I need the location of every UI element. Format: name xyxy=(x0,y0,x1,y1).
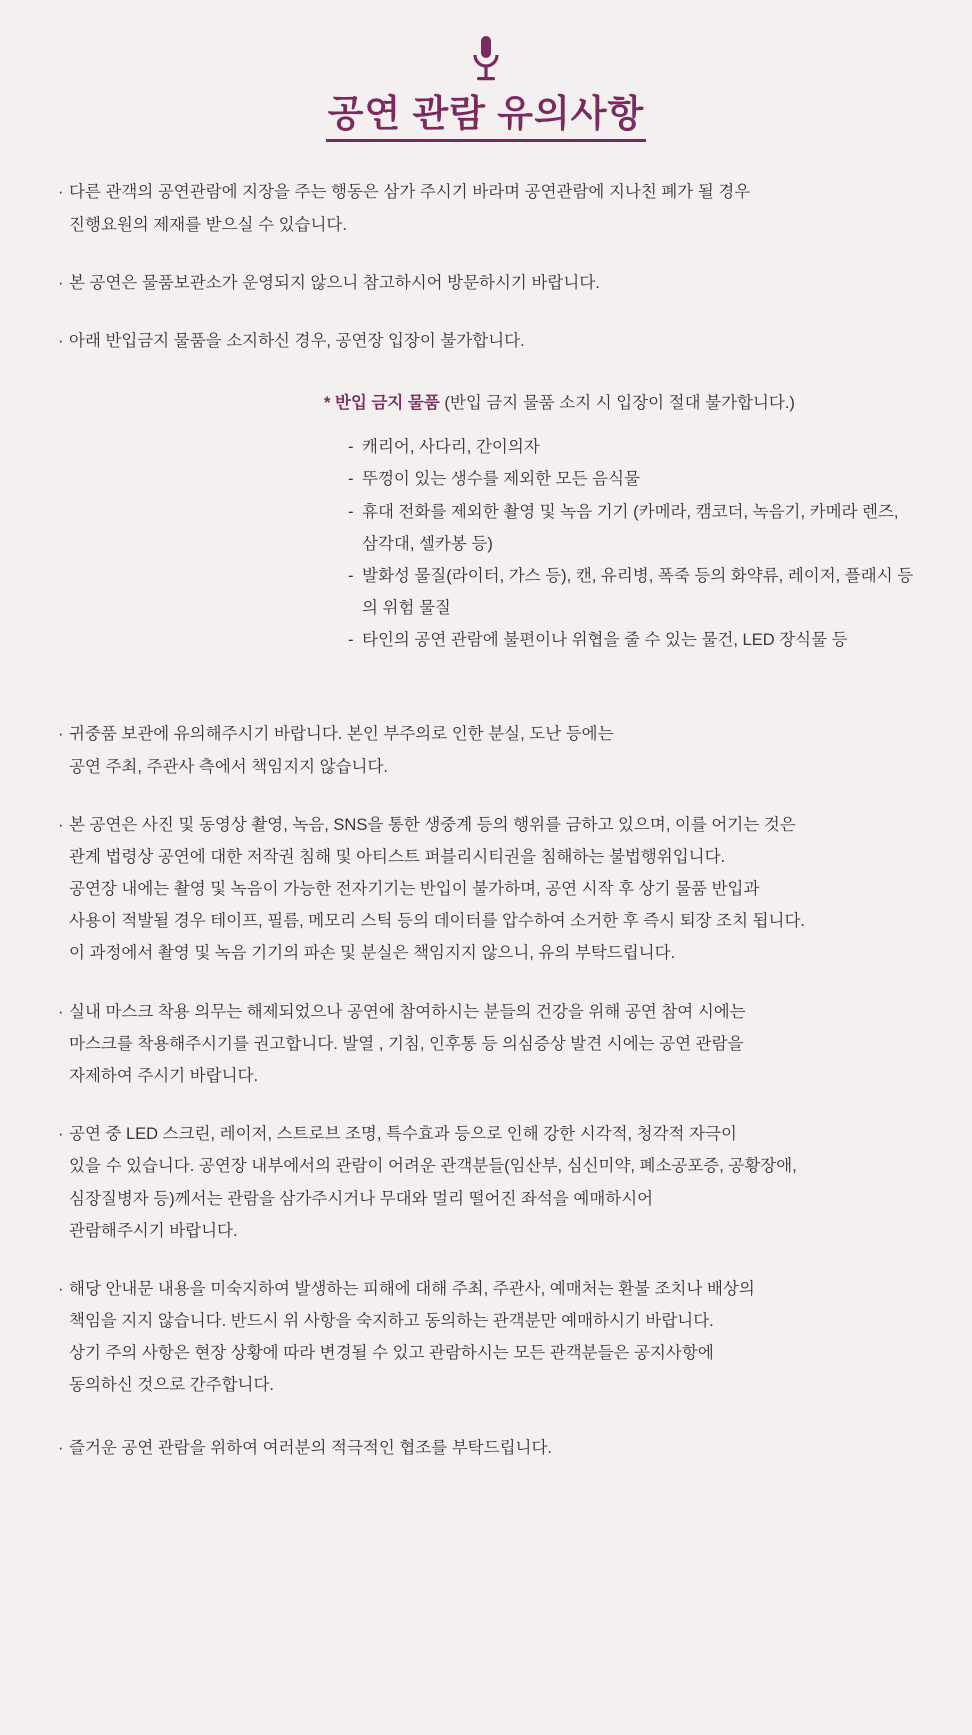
page-title: 공연 관람 유의사항 xyxy=(327,93,645,134)
notice-line: 심장질병자 등)께서는 관람을 삼가주시거나 무대와 멀리 떨어진 좌석을 예매하시어 xyxy=(69,1189,654,1208)
page-title-wrap xyxy=(324,92,649,142)
notice-line: 사용이 적발될 경우 테이프, 필름, 메모리 스틱 등의 데이터를 압수하여 소거한 후 즉시 퇴장 조치 됩니다. xyxy=(69,912,806,931)
notice-item xyxy=(56,1432,916,1464)
prohibited-title xyxy=(324,387,916,419)
prohibited-title-note: (반입 금지 물품 소지 시 입장이 절대 불가합니다.) xyxy=(444,394,795,413)
notice-line: 마스크를 착용해주시기를 권고합니다. 발열 , 기침, 인후통 등 의심증상 발견 시에는 공연 관람을 xyxy=(69,1034,744,1053)
notice-line: 자제하여 주시기 바랍니다. xyxy=(69,1067,259,1085)
notice-line: 상기 주의 사항은 현장 상황에 따라 변경될 수 있고 관람하시는 모든 관객분들은 공지사항에 xyxy=(69,1344,714,1363)
notice-line: 공연 주최, 주관사 측에서 책임지지 않습니다. xyxy=(69,757,388,776)
notice-line: · 즐거운 공연 관람을 위하여 여러분의 적극적인 협조를 부탁드립니다. xyxy=(56,1432,916,1464)
notice-item xyxy=(56,325,916,357)
notice-line: 있을 수 있습니다. 공연장 내부에서의 관람이 어려운 관객분들(임산부, 심신미약, 폐소공포증, 공황장애, xyxy=(69,1157,797,1176)
notice-line: 공연장 내에는 촬영 및 녹음이 가능한 전자기기는 반입이 불가하며, 공연 시작 후 상기 물품 반입과 xyxy=(69,880,760,899)
notice-line: · 본 공연은 물품보관소가 운영되지 않으니 참고하시어 방문하시기 바랍니다. xyxy=(56,267,916,299)
page-header xyxy=(0,0,972,142)
notice-item xyxy=(56,267,916,299)
list-item: - 타인의 공연 관람에 불편이나 위협을 줄 수 있는 물건, LED 장식물 등 xyxy=(348,624,916,656)
notice-line: · 귀중품 보관에 유의해주시기 바랍니다. 본인 부주의로 인한 분실, 도난 등에는 xyxy=(56,718,916,750)
notice-line: 관계 법령상 공연에 대한 저작권 침해 및 아티스트 퍼블리시티권을 침해하는 불법행위입니다. xyxy=(69,847,726,866)
prohibited-title-label: * 반입 금지 물품 xyxy=(324,394,440,413)
prohibited-items-block xyxy=(56,387,916,656)
notice-line: 관람해주시기 바랍니다. xyxy=(69,1221,238,1240)
list-item: - 발화성 물질(라이터, 가스 등), 캔, 유리병, 폭죽 등의 화약류, 레이저, 플래시 등의 위험 물질 xyxy=(348,560,916,624)
notice-line: · 해당 안내문 내용을 미숙지하여 발생하는 피해에 대해 주최, 주관사, 예매처는 환불 조치나 배상의 xyxy=(56,1273,916,1305)
notice-item xyxy=(56,176,916,240)
notice-line: 책임을 지지 않습니다. 반드시 위 사항을 숙지하고 동의하는 관객분만 예매하시기 바랍니다. xyxy=(69,1312,714,1331)
microphone-icon xyxy=(466,34,506,86)
notice-line: 동의하신 것으로 간주합니다. xyxy=(69,1376,275,1395)
notice-item xyxy=(56,809,916,970)
notice-item xyxy=(56,1118,916,1247)
notice-item xyxy=(56,1273,916,1402)
list-item: - 휴대 전화를 제외한 촬영 및 녹음 기기 (카메라, 캠코더, 녹음기, 카메라 렌즈, 삼각대, 셀카봉 등) xyxy=(348,496,916,560)
notice-item xyxy=(56,718,916,782)
notice-line: · 실내 마스크 착용 의무는 해제되었으나 공연에 참여하시는 분들의 건강을 위해 공연 참여 시에는 xyxy=(56,996,916,1028)
notice-line: · 본 공연은 사진 및 동영상 촬영, 녹음, SNS을 통한 생중계 등의 행위를 금하고 있으며, 이를 어기는 것은 xyxy=(56,809,916,841)
notice-line: · 아래 반입금지 물품을 소지하신 경우, 공연장 입장이 불가합니다. xyxy=(56,325,916,357)
title-underline xyxy=(326,139,647,142)
notice-line: · 다른 관객의 공연관람에 지장을 주는 행동은 삼가 주시기 바라며 공연관람에 지나친 폐가 될 경우 xyxy=(56,176,916,208)
spacer xyxy=(56,696,916,718)
notice-content xyxy=(56,176,916,1463)
prohibited-list xyxy=(324,431,916,656)
notice-line: · 공연 중 LED 스크린, 레이저, 스트로브 조명, 특수효과 등으로 인해 강한 시각적, 청각적 자극이 xyxy=(56,1118,916,1150)
notice-item xyxy=(56,996,916,1093)
notice-line: 이 과정에서 촬영 및 녹음 기기의 파손 및 분실은 책임지지 않으니, 유의 부탁드립니다. xyxy=(69,944,676,963)
list-item: - 뚜껑이 있는 생수를 제외한 모든 음식물 xyxy=(348,463,916,495)
notice-line: 진행요원의 제재를 받으실 수 있습니다. xyxy=(69,215,347,234)
list-item: - 캐리어, 사다리, 간이의자 xyxy=(348,431,916,463)
